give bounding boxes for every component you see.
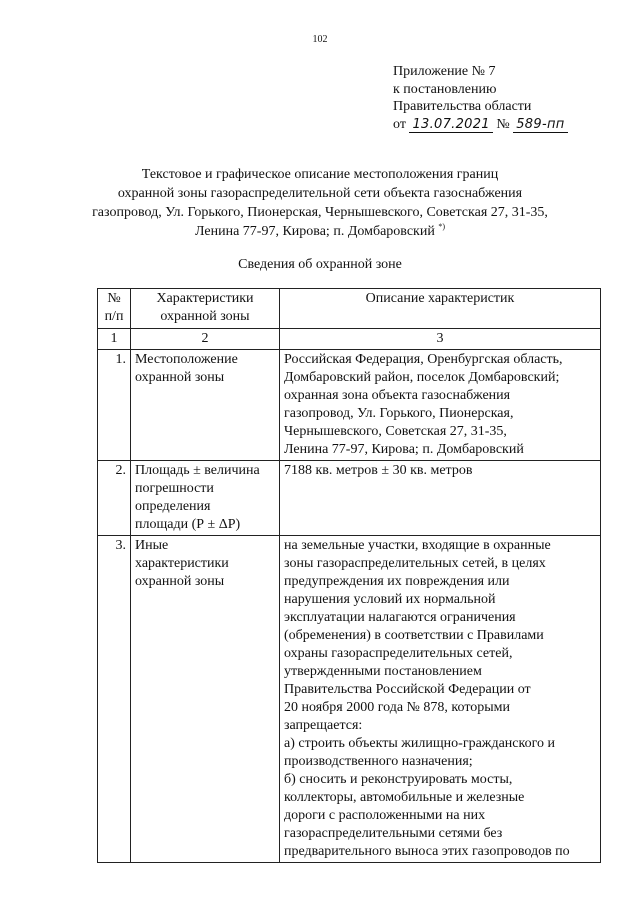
table-row <box>98 536 601 863</box>
from-label: от <box>393 116 406 132</box>
header-num-line: п/п <box>104 309 124 324</box>
description-line: эксплуатации налагаются ограничения <box>284 610 516 625</box>
characteristic-line: характеристики <box>135 556 229 571</box>
section-title: Сведения об охранной зоне <box>238 257 402 272</box>
row-description <box>280 536 601 863</box>
title-line-2: охранной зоны газораспределительной сети объекта газоснабжения <box>117 186 523 201</box>
handwritten-date: 13.07.2021 <box>409 117 492 133</box>
header-characteristic <box>131 289 280 329</box>
row-characteristic <box>131 350 280 461</box>
description-line: Домбаровский район, поселок Домбаровский; <box>284 370 560 385</box>
header-num-line: № <box>107 291 121 306</box>
title-line-4-text: Ленина 77-97, Кирова; п. Домбаровский <box>195 224 435 239</box>
index-cell: 3 <box>280 329 601 350</box>
description-line: запрещается: <box>284 718 363 733</box>
description-line: зоны газораспределительных сетей, в целях <box>284 556 546 571</box>
description-line: (обременения) в соответствии с Правилами <box>284 628 544 643</box>
index-cell: 2 <box>131 329 280 350</box>
characteristic-line: площади (Р ± ΔР) <box>135 517 241 532</box>
title-line-1: Текстовое и графическое описание местоположения границ <box>141 167 499 182</box>
description-line: 7188 кв. метров ± 30 кв. метров <box>284 463 473 478</box>
description-line: а) строить объекты жилищно-гражданского и <box>284 736 555 751</box>
characteristic-line: определения <box>135 499 211 514</box>
appendix-line-3: Правительства области <box>393 99 532 114</box>
description-line: нарушения условий их нормальной <box>284 592 496 607</box>
description-line: на земельные участки, входящие в охранные <box>284 538 551 553</box>
characteristic-line: Местоположение <box>135 352 238 367</box>
handwritten-number: 589-пп <box>513 117 567 133</box>
number-label: № <box>496 116 510 132</box>
description-line: газораспределительными сетями без <box>284 826 503 841</box>
row-characteristic <box>131 461 280 536</box>
appendix-date-line <box>393 116 568 134</box>
description-line: Российская Федерация, Оренбургская область, <box>284 352 563 367</box>
title-line-3: газопровод, Ул. Горького, Пионерская, Чернышевского, Советская 27, 31-35, <box>92 205 548 220</box>
footnote-mark: *) <box>438 222 445 231</box>
row-description <box>280 350 601 461</box>
description-line: предварительного выноса этих газопроводов по <box>284 844 570 859</box>
description-line: б) сносить и реконструировать мосты, <box>284 772 513 787</box>
description-line: газопровод, Ул. Горького, Пионерская, <box>284 406 514 421</box>
header-num <box>98 289 131 329</box>
header-description <box>280 289 601 329</box>
characteristic-line: охранной зоны <box>135 370 225 385</box>
description-line: Правительства Российской Федерации от <box>284 682 531 697</box>
index-row <box>98 329 601 350</box>
appendix-line-1: Приложение № 7 <box>393 64 496 79</box>
document-title <box>80 165 560 241</box>
header-characteristic-line: Характеристики <box>156 291 254 306</box>
characteristic-line: охранной зоны <box>135 574 225 589</box>
description-line: утвержденными постановлением <box>284 664 482 679</box>
row-number: 2. <box>98 461 131 536</box>
row-characteristic <box>131 536 280 863</box>
description-line: коллекторы, автомобильные и железные <box>284 790 525 805</box>
table-row <box>98 350 601 461</box>
row-number: 1. <box>98 350 131 461</box>
title-line-4 <box>80 222 560 241</box>
description-line: 20 ноября 2000 года № 878, которыми <box>284 700 511 715</box>
description-line: Ленина 77-97, Кирова; п. Домбаровский <box>284 442 524 457</box>
appendix-line-2: к постановлению <box>393 81 497 97</box>
header-row <box>98 289 601 329</box>
header-characteristic-line: охранной зоны <box>160 309 250 324</box>
characteristic-line: Площадь ± величина <box>135 463 260 478</box>
description-line: охранная зона объекта газоснабжения <box>284 388 511 403</box>
description-line: предупреждения их повреждения или <box>284 574 510 589</box>
description-line: Чернышевского, Советская 27, 31-35, <box>284 424 507 439</box>
appendix-block <box>393 63 568 133</box>
description-line: охраны газораспределительных сетей, <box>284 646 513 661</box>
characteristic-line: Иные <box>135 538 169 553</box>
table-row <box>98 461 601 536</box>
row-description <box>280 461 601 536</box>
protection-zone-table <box>97 288 601 863</box>
characteristic-line: погрешности <box>135 481 214 496</box>
page-number: 102 <box>312 34 328 45</box>
row-number: 3. <box>98 536 131 863</box>
description-line: производственного назначения; <box>284 754 473 769</box>
index-cell: 1 <box>98 329 131 350</box>
description-line: дороги с расположенными на них <box>284 808 486 823</box>
header-description-line: Описание характеристик <box>365 291 515 306</box>
